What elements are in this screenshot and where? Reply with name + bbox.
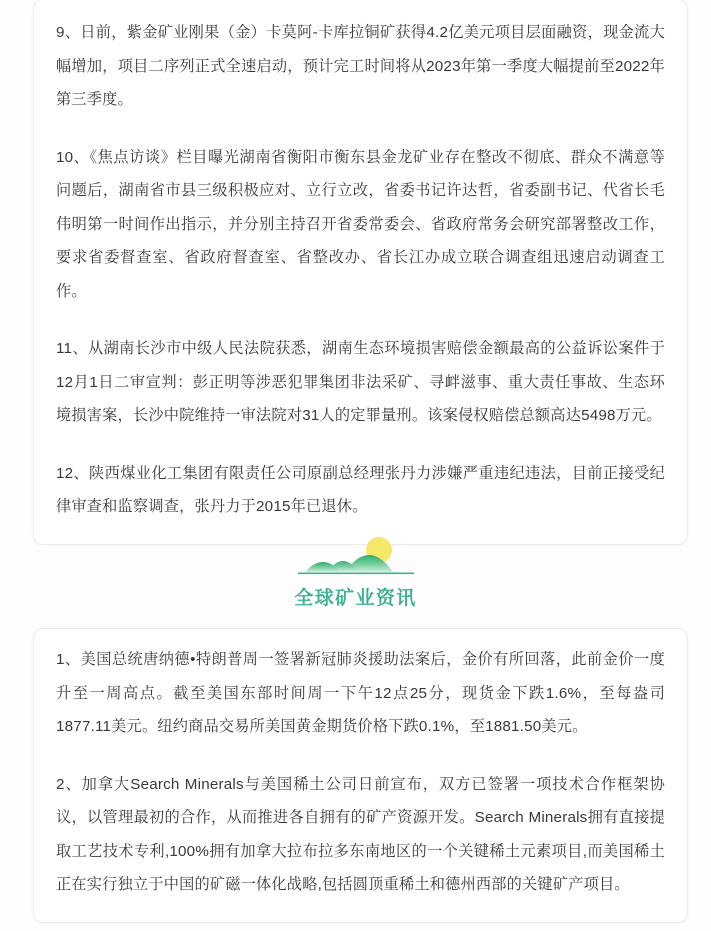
news-item-11: 11、从湖南长沙市中级人民法院获悉，湖南生态环境损害赔偿金额最高的公益诉讼案件于12月1日二审宣判：彭正明等涉恶犯罪集团非法采矿、寻衅滋事、重大责任事故、生态环境损害案，长沙中院维持一审法院对31人的定罪量刑。该案侵权赔偿总额高达5498万元。 [56,340,665,424]
section-title: 全球矿业资讯 [294,588,417,609]
global-news-item-1: 1、美国总统唐纳德•特朗普周一签署新冠肺炎援助法案后，金价有所回落，此前金价一度升至一周高点。截至美国东部时间周一下午12点25分，现货金下跌1.6%，至每盎司1877.11美元。纽约商品交易所美国黄金期货价格下跌0.1%，至1881.50美元。 [56,651,665,735]
mountain-sunrise-logo-icon [293,530,419,582]
news-item-10: 10、《焦点访谈》栏目曝光湖南省衡阳市衡东县金龙矿业存在整改不彻底、群众不满意等问题后，湖南省市县三级积极应对、立行立改，省委书记许达哲，省委副书记、代省长毛伟明第一时间作出指示，并分别主持召开省委常委会、省政府常务会研究部署整改工作，要求省委督查室、省政府督查室、省整改办、省长江办成立联合调查组迅速启动调查工作。 [56,148,665,300]
news-card-bottom [33,628,688,923]
section-header [0,530,711,610]
logo-rule [298,573,414,575]
news-card-top [33,0,688,545]
global-news-item-2: 2、加拿大Search Minerals与美国稀土公司日前宣布，双方已签署一项技术合作框架协议，以管理最初的合作，从而推进各自拥有的矿产资源开发。Search Minerals拥有直接提取工艺技术专利,100%拥有加拿大拉布拉多东南地区的一个关键稀土元素项目,而美国稀土正在实行独立于中国的矿磁一体化战略,包括圆顶重稀土和德州西部的关键矿产项目。 [56,775,665,893]
news-item-12: 12、陕西煤业化工集团有限责任公司原副总经理张丹力涉嫌严重违纪违法，目前正接受纪律审查和监察调查，张丹力于2015年已退休。 [56,464,665,515]
news-item-9: 9、日前，紫金矿业刚果（金）卡莫阿-卡库拉铜矿获得4.2亿美元项目层面融资，现金流大幅增加，项目二序列正式全速启动，预计完工时间将从2023年第一季度大幅提前至2022年第三季度。 [56,24,665,108]
